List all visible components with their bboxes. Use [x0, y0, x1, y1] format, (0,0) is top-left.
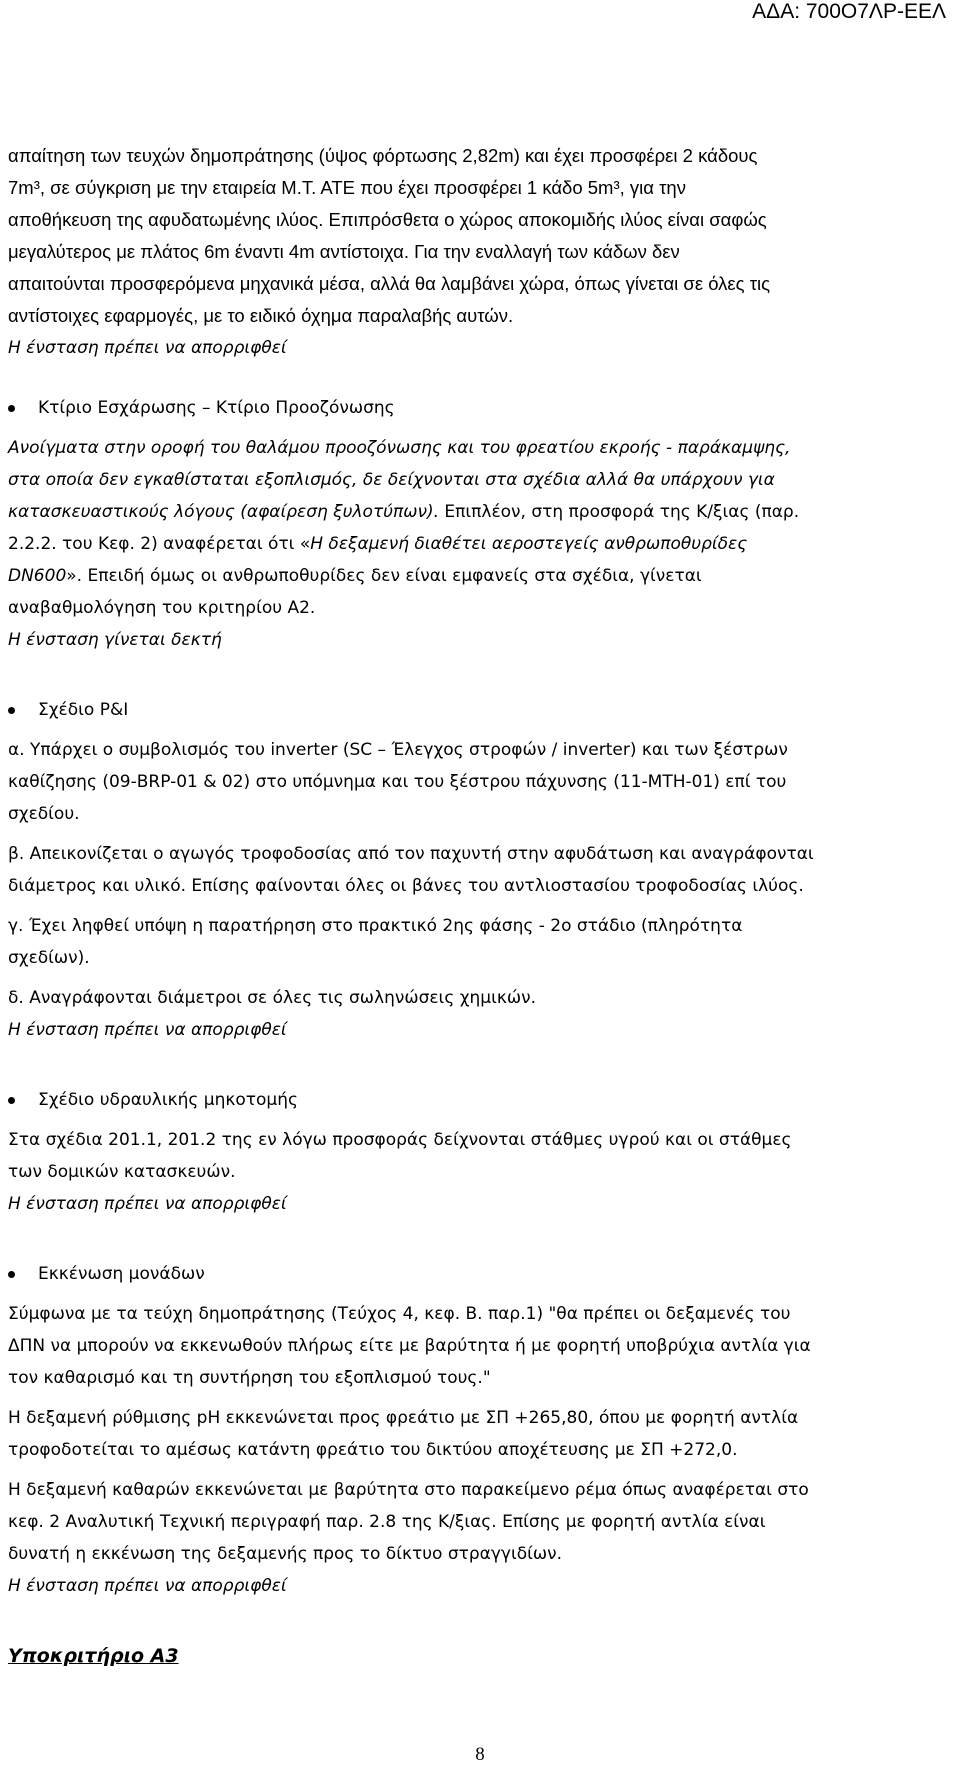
text-line: [8, 496, 922, 528]
normal-text: Επιπλέον, στη προσφορά της Κ/ξιας (παρ.: [439, 502, 800, 522]
section-paragraph: [8, 1124, 922, 1188]
text-line: ΔΠΝ να μπορούν να εκκενωθούν πλήρως είτε με βαρύτητα ή με φορητή υποβρύχια αντλία για: [8, 1336, 811, 1356]
text-line: [8, 560, 922, 592]
ada-code: ΑΔΑ: 700Ο7ΛΡ-ΕΕΛ: [752, 0, 946, 23]
text-line: δυνατή η εκκένωση της δεξαμενής προς το δίκτυο στραγγιδίων.: [8, 1544, 563, 1564]
bullet-icon: [8, 405, 15, 412]
verdict-text: Η ένσταση πρέπει να απορριφθεί: [8, 338, 287, 358]
text-line: Η δεξαμενή ρύθμισης pH εκκενώνεται προς φρεάτιο με ΣΠ +265,80, όπου με φορητή αντλία: [8, 1408, 799, 1428]
text-line: σχεδίου.: [8, 804, 80, 824]
subcriterion-title: Υποκριτήριο Α3: [8, 1645, 179, 1667]
verdict-text: Η ένσταση γίνεται δεκτή: [8, 630, 222, 650]
section-paragraph: [8, 1298, 922, 1570]
section-bullet: [8, 694, 922, 726]
verdict-text: Η ένσταση πρέπει να απορριφθεί: [8, 1020, 287, 1040]
section-paragraph: [8, 432, 922, 624]
text-line: μεγαλύτερος με πλάτος 6m έναντι 4m αντίστοιχα. Για την εναλλαγή των κάδων δεν: [8, 241, 680, 262]
text-line: αντίστοιχες εφαρμογές, με το ειδικό όχημα παραλαβής αυτών.: [8, 305, 514, 326]
text-line: γ. Έχει ληφθεί υπόψη η παρατήρηση στο πρακτικό 2ης φάσης - 2ο στάδιο (πληρότητα: [8, 916, 743, 936]
section-paragraph: [8, 734, 922, 1014]
document-body: [8, 140, 922, 1672]
text-line: 7m³, σε σύγκριση με την εταιρεία Μ.Τ. ΑΤΕ που έχει προσφέρει 1 κάδο 5m³, για την: [8, 177, 686, 198]
text-line: των δομικών κατασκευών.: [8, 1162, 236, 1182]
text-line: απαιτούνται προσφερόμενα μηχανικά μέσα, αλλά θα λαμβάνει χώρα, όπως γίνεται σε όλες τις: [8, 273, 771, 294]
section-bullet: [8, 1084, 922, 1116]
text-line: β. Απεικονίζεται ο αγωγός τροφοδοσίας από τον παχυντή στην αφυδάτωση και αναγράφονται: [8, 844, 814, 864]
normal-text: 2.2.2. του Κεφ. 2) αναφέρεται ότι «: [8, 534, 311, 554]
section-heading: Σχέδιο υδραυλικής μηκοτομής: [38, 1090, 298, 1110]
bullet-icon: [8, 1271, 15, 1278]
text-line: Ανοίγματα στην οροφή του θαλάμου προοζόνωσης και του φρεατίου εκροής - παράκαμψης,: [8, 438, 791, 458]
text-line: στα οποία δεν εγκαθίσταται εξοπλισμός, δε δείχνονται στα σχέδια αλλά θα υπάρχουν για: [8, 470, 775, 490]
text-line: Η δεξαμενή καθαρών εκκενώνεται με βαρύτητα στο παρακείμενο ρέμα όπως αναφέρεται στο: [8, 1480, 809, 1500]
intro-paragraph: [8, 140, 922, 332]
verdict-text: Η ένσταση πρέπει να απορριφθεί: [8, 1194, 287, 1214]
text-line: τροφοδοτείται το αμέσως κατάντη φρεάτιο του δικτύου αποχέτευσης με ΣΠ +272,0.: [8, 1440, 738, 1460]
section-heading: Κτίριο Εσχάρωσης – Κτίριο Προοζόνωσης: [38, 398, 395, 418]
text-line: Στα σχέδια 201.1, 201.2 της εν λόγω προσφοράς δείχνονται στάθμες υγρού και οι στάθμες: [8, 1130, 792, 1150]
text-line: απαίτηση των τευχών δημοπράτησης (ύψος φόρτωσης 2,82m) και έχει προσφέρει 2 κάδους: [8, 145, 758, 166]
bullet-icon: [8, 1097, 15, 1104]
text-line: σχεδίων).: [8, 948, 90, 968]
text-line: [8, 528, 922, 560]
section-heading: Εκκένωση μονάδων: [38, 1264, 205, 1284]
text-line: τον καθαρισμό και τη συντήρηση του εξοπλισμού τους.": [8, 1368, 491, 1388]
section-bullet: [8, 1258, 922, 1290]
italic-text: Η δεξαμενή διαθέτει αεροστεγείς ανθρωποθυρίδες: [310, 534, 748, 554]
text-line: διάμετρος και υλικό. Επίσης φαίνονται όλες οι βάνες του αντλιοστασίου τροφοδοσίας ιλύος.: [8, 876, 804, 896]
italic-text: κατασκευαστικούς λόγους (αφαίρεση ξυλοτύπων).: [8, 502, 440, 522]
section-bullet: [8, 392, 922, 424]
section-heading: Σχέδιο P&I: [38, 700, 129, 720]
bullet-icon: [8, 707, 15, 714]
page-number: 8: [475, 1744, 485, 1765]
text-line: αποθήκευση της αφυδατωμένης ιλύος. Επιπρόσθετα ο χώρος αποκομιδής ιλύος είναι σαφώς: [8, 209, 767, 230]
text-line: Σύμφωνα με τα τεύχη δημοπράτησης (Τεύχος 4, κεφ. Β. παρ.1) "θα πρέπει οι δεξαμενές του: [8, 1304, 791, 1324]
normal-text: ». Επειδή όμως οι ανθρωποθυρίδες δεν είναι εμφανείς στα σχέδια, γίνεται: [66, 566, 702, 586]
text-line: δ. Αναγράφονται διάμετροι σε όλες τις σωληνώσεις χημικών.: [8, 988, 537, 1008]
italic-text: DN600: [8, 566, 67, 586]
text-line: καθίζησης (09-BRP-01 & 02) στο υπόμνημα και του ξέστρου πάχυνσης (11-MTH-01) επί του: [8, 772, 787, 792]
text-line: αναβαθμολόγηση του κριτηρίου Α2.: [8, 598, 316, 618]
verdict-text: Η ένσταση πρέπει να απορριφθεί: [8, 1576, 287, 1596]
text-line: α. Υπάρχει ο συμβολισμός του inverter (SC – Έλεγχος στροφών / inverter) και των ξέστρων: [8, 740, 788, 760]
text-line: κεφ. 2 Αναλυτική Τεχνική περιγραφή παρ. 2.8 της Κ/ξιας. Επίσης με φορητή αντλία είναι: [8, 1512, 766, 1532]
